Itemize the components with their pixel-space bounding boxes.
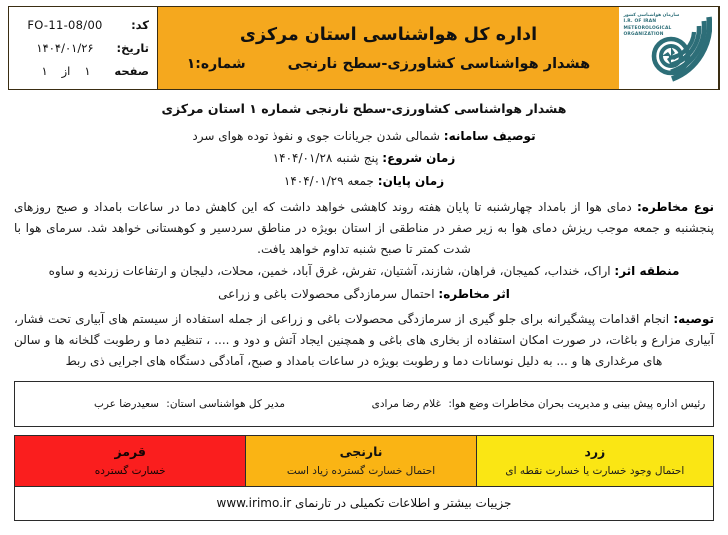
page-label: صفحه [114, 64, 149, 78]
logo-caption [624, 13, 714, 39]
legend-level-yellow-name: زرد [584, 444, 606, 460]
page-value [15, 64, 117, 78]
date-row [15, 41, 149, 55]
end-time-value: جمعه ۱۴۰۴/۰۱/۲۹ [283, 173, 374, 188]
hazard-effect-value: احتمال سرمازدگی محصولات باغی و زراعی [218, 286, 435, 301]
system-description-line [14, 127, 714, 146]
footer-label: جزییات بیشتر و اطلاعات تکمیلی در تارنمای [295, 496, 512, 511]
start-time-value: پنج شنبه ۱۴۰۴/۰۱/۲۸ [272, 151, 379, 166]
hazard-effect-label: اثر مخاطره: [438, 286, 510, 301]
end-time-label: زمان پایان: [377, 173, 445, 188]
logo-caption-line-2: METEOROLOGICAL [623, 25, 672, 31]
end-time-line [14, 172, 714, 191]
hazard-type-label: نوع مخاطره: [636, 200, 714, 215]
header-meta-cell [9, 7, 157, 89]
code-label: کد: [131, 18, 149, 32]
legend-level-yellow [476, 436, 713, 486]
hazard-type-paragraph [14, 197, 714, 259]
signature-box [14, 381, 714, 427]
header-banner [157, 7, 619, 89]
organization-logo-cell [619, 7, 719, 89]
advice-value: انجام اقدامات پیشگیرانه برای جلو گیری از سرمازدگی محصولات باغی و زراعی از جمله استفاده از سیستم های آبیاری تحت فشار، آبیاری مزارع و باغات، در صورت امکان استفاده از بخاری های باغی و همچنین ایجاد آتش و دود و .... ، تنظیم دما و رطوبت گلخانه ها و سالن های مرغداری ها و ... به دلیل نوسانات دما و رطوبت بویژه در ساعات بامداد و صبح، آمادگی دستگاه های اجرایی ذی ربط [14, 311, 714, 368]
date-label: تاریخ: [116, 41, 149, 55]
forecast-chief-signature [364, 398, 713, 410]
organization-title: اداره کل هواشناسی استان مرکزی [239, 24, 538, 45]
legend-level-orange [245, 436, 475, 486]
hazard-effect-line [14, 284, 714, 304]
logo-caption-line-1: I.R. OF IRAN [623, 19, 657, 25]
director-signature [15, 398, 364, 410]
document-header [8, 6, 720, 90]
footer-url[interactable]: www.irimo.ir [216, 496, 292, 511]
forecast-chief-role: رئیس اداره پیش بینی و مدیریت بحران مخاطرات وضع هوا: [448, 397, 706, 410]
document-body [14, 90, 714, 372]
page-of: از [61, 64, 71, 78]
system-description-value: شمالی شدن جریانات جوی و نفوذ توده هوای سرد [192, 129, 440, 143]
legend-level-orange-description: احتمال خسارت گسترده زیاد است [286, 465, 436, 478]
legend-level-yellow-description: احتمال وجود خسارت یا خسارت نقطه ای [505, 465, 685, 478]
advice-label: توصیه: [673, 311, 714, 326]
document-footer [14, 487, 714, 521]
warning-subtitle: هشدار هواشناسی کشاورزی-سطح نارنجی [287, 55, 591, 72]
advice-paragraph [14, 309, 714, 372]
page-total: ۱ [41, 64, 48, 78]
director-role: مدیر کل هواشناسی استان: [166, 397, 286, 410]
legend-level-red-name: قرمز [114, 444, 146, 460]
severity-legend [14, 435, 714, 487]
forecast-chief-name: غلام رضا مرادی [371, 397, 442, 410]
page-current: ۱ [84, 64, 91, 78]
system-description-label: توصیف سامانه: [443, 129, 536, 143]
warning-number-label: شماره: [195, 55, 246, 72]
logo-wrap [622, 10, 716, 86]
director-name: سعیدرضا عرب [93, 397, 159, 410]
logo-caption-line-3: ORGANIZATION [623, 32, 664, 38]
start-time-line [14, 149, 714, 168]
legend-level-red-description: خسارت گسترده [94, 465, 166, 478]
date-value: ۱۴۰۴/۰۱/۲۶ [36, 41, 94, 55]
logo-caption-line-0: سازمان هواشناسی کشور [623, 13, 680, 18]
hazard-type-value: دمای هوا از بامداد چهارشنبه تا پایان هفته روند کاهشی خواهد داشت که این کاهش دما در ساعات بامداد و صبح روزهای پنجشنبه و جمعه موجب ریزش دمای هوا به زیر صفر در مناطقی از استان بویژه در مناطق سردسیر و کوهستانی خواهد شد. سرمای هوا با شدت کمتر تا صبح شنبه تداوم خواهد یافت. [14, 200, 714, 256]
region-label: منطقه اثر: [614, 264, 680, 279]
legend-level-orange-name: نارنجی [339, 444, 383, 460]
warning-number [187, 56, 246, 72]
legend-level-red [15, 436, 245, 486]
start-time-label: زمان شروع: [382, 151, 456, 166]
document-title: هشدار هواشناسی کشاورزی-سطح نارنجی شماره ۱ استان مرکزی [161, 101, 567, 116]
region-value: اراک، خنداب، کمیجان، فراهان، شازند، آشتیان، تفرش، غرق آباد، خمین، محلات، دلیجان و ارتفاعات زرندیه و ساوه [48, 264, 611, 279]
code-value: FO-11-08/00 [27, 18, 103, 32]
code-row [15, 18, 149, 32]
page-row [15, 64, 149, 78]
footer-text [217, 496, 512, 510]
warning-subtitle-row [187, 56, 591, 72]
region-line [14, 261, 714, 281]
warning-number-value: ۱ [186, 55, 196, 72]
